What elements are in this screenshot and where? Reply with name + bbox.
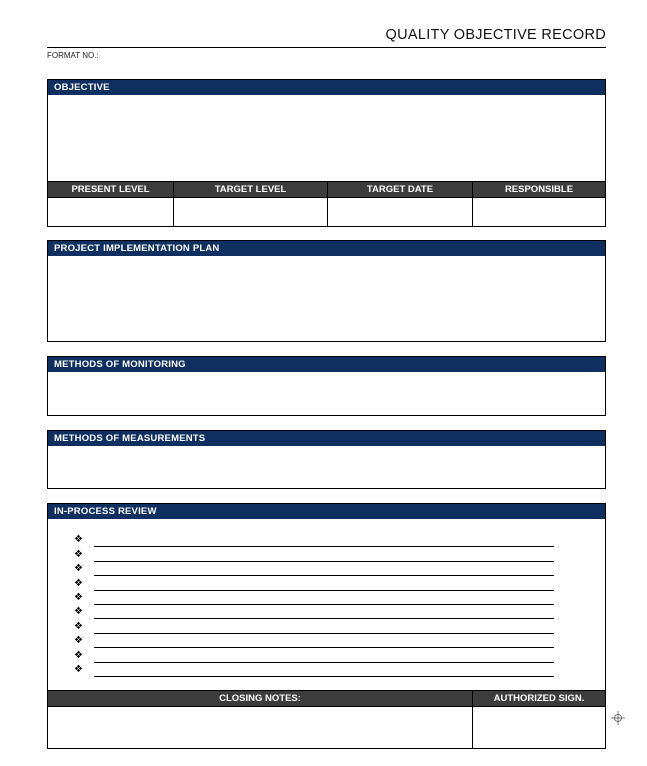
target-level-cell[interactable] (173, 198, 327, 226)
review-entry-line[interactable] (94, 561, 554, 562)
review-bullet-row[interactable] (74, 634, 554, 648)
review-bullet-row[interactable] (74, 663, 554, 677)
measurements-field[interactable] (48, 446, 605, 488)
review-bullet-row[interactable] (74, 605, 554, 619)
review-header: IN-PROCESS REVIEW (48, 504, 605, 519)
diamond-bullet-icon: ❖ (74, 591, 83, 603)
closing-notes-header: CLOSING NOTES: (219, 693, 301, 704)
diamond-bullet-icon: ❖ (74, 620, 83, 632)
format-number-label: FORMAT NO.: (47, 51, 99, 60)
review-bullet-list (74, 533, 554, 677)
diamond-bullet-icon: ❖ (74, 663, 83, 675)
review-bullet-row[interactable] (74, 591, 554, 605)
review-entry-line[interactable] (94, 662, 554, 663)
document-title: QUALITY OBJECTIVE RECORD (385, 27, 606, 43)
diamond-bullet-icon: ❖ (74, 635, 83, 647)
authorized-sign-header: AUTHORIZED SIGN. (472, 691, 605, 706)
review-bullet-row[interactable] (74, 576, 554, 590)
authorized-sign-cell[interactable] (472, 707, 605, 748)
objective-header: OBJECTIVE (48, 80, 605, 95)
review-entry-line[interactable] (94, 590, 554, 591)
target-level-header: TARGET LEVEL (173, 182, 327, 197)
review-section (47, 503, 606, 749)
review-bullet-row[interactable] (74, 533, 554, 547)
review-entry-line[interactable] (94, 633, 554, 634)
diamond-bullet-icon: ❖ (74, 649, 83, 661)
review-bullet-row[interactable] (74, 648, 554, 662)
objective-field[interactable] (48, 95, 605, 181)
review-entry-line[interactable] (94, 575, 554, 576)
crosshair-icon (611, 711, 625, 725)
target-date-header: TARGET DATE (327, 182, 472, 197)
review-body (48, 519, 605, 690)
review-entry-line[interactable] (94, 604, 554, 605)
review-entry-line[interactable] (94, 546, 554, 547)
present-level-header: PRESENT LEVEL (71, 184, 150, 195)
closing-cells-row (48, 706, 605, 748)
review-entry-line[interactable] (94, 618, 554, 619)
diamond-bullet-icon: ❖ (74, 606, 83, 618)
objective-cells-row (48, 197, 605, 226)
monitoring-header: METHODS OF MONITORING (48, 357, 605, 372)
monitoring-section (47, 356, 606, 416)
title-rule (47, 47, 606, 48)
diamond-bullet-icon: ❖ (74, 563, 83, 575)
diamond-bullet-icon: ❖ (74, 577, 83, 589)
review-bullet-row[interactable] (74, 547, 554, 561)
review-bullet-row[interactable] (74, 562, 554, 576)
closing-notes-cell[interactable] (48, 707, 472, 748)
measurements-section (47, 430, 606, 489)
implementation-plan-field[interactable] (48, 256, 605, 341)
implementation-plan-section (47, 240, 606, 342)
objective-column-headers (48, 181, 605, 197)
implementation-plan-header: PROJECT IMPLEMENTATION PLAN (48, 241, 605, 256)
responsible-cell[interactable] (472, 198, 605, 226)
responsible-header: RESPONSIBLE (472, 182, 605, 197)
monitoring-field[interactable] (48, 372, 605, 415)
review-entry-line[interactable] (94, 647, 554, 648)
present-level-cell[interactable] (48, 198, 173, 226)
measurements-header: METHODS OF MEASUREMENTS (48, 431, 605, 446)
closing-column-headers (48, 690, 605, 706)
review-entry-line[interactable] (94, 676, 554, 677)
objective-section (47, 79, 606, 227)
review-bullet-row[interactable] (74, 619, 554, 633)
diamond-bullet-icon: ❖ (74, 534, 83, 546)
diamond-bullet-icon: ❖ (74, 548, 83, 560)
target-date-cell[interactable] (327, 198, 472, 226)
